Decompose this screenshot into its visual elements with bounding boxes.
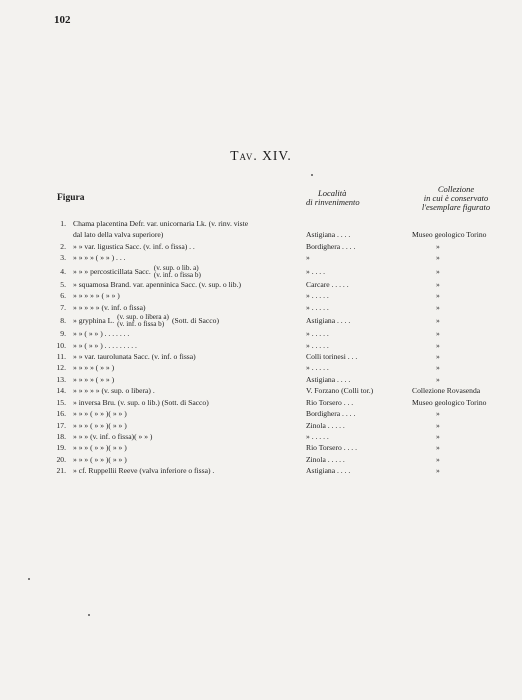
figure-number: 8.	[60, 316, 66, 326]
collection: »	[436, 351, 440, 361]
species-description	[73, 279, 241, 290]
figure-number: 4.	[60, 266, 66, 276]
figure-number: 7.	[60, 302, 66, 312]
locality: » . . . .	[306, 266, 325, 276]
table-row	[0, 340, 522, 351]
description-text: » » » » ( » » ) . . .	[73, 253, 126, 263]
species-description	[73, 328, 129, 339]
locality: Bordighera . . . .	[306, 241, 356, 251]
locality: » . . . . .	[306, 340, 329, 350]
figure-number: 19.	[56, 443, 66, 453]
species-description	[73, 313, 219, 329]
header-localita	[306, 189, 360, 207]
species-description	[73, 465, 214, 476]
table-row	[0, 465, 522, 476]
table-row	[0, 442, 522, 453]
collection: Museo geologico Torino	[412, 230, 487, 240]
description-text: » » » » » (v. inf. o fissa)	[73, 302, 146, 312]
collection: Collezione Rovasenda	[412, 386, 481, 396]
valve-lower: (v. inf. o fissa b)	[153, 271, 201, 279]
locality: » . . . . .	[306, 432, 329, 441]
species-description	[73, 374, 114, 385]
species-description	[73, 397, 209, 408]
description-text: » » var. taurolunata Sacc. (v. inf. o fissa)	[73, 351, 196, 361]
table-row	[0, 241, 522, 252]
page-number: 102	[54, 14, 71, 26]
figure-number: 13.	[56, 374, 66, 384]
species-description	[73, 362, 114, 373]
plate-title: Tav. XIV.	[230, 148, 292, 163]
description-text: » cf. Ruppellii Reeve (valva inferiore o fissa) .	[73, 466, 215, 476]
locality: » . . . . .	[306, 329, 329, 339]
species-description	[73, 351, 196, 362]
description-text: » » » ( » » )( » » )	[73, 454, 127, 464]
locality: Astigiana . . . .	[306, 316, 351, 326]
header-collezione-line1: Collezione	[437, 184, 475, 194]
valve-lower: (v. inf. o fissa b)	[117, 320, 165, 329]
description-text: » » » » ( » » )	[73, 363, 115, 373]
table-row	[0, 302, 522, 313]
figure-number: 9.	[60, 329, 66, 339]
collection: »	[436, 291, 440, 301]
species-description	[73, 218, 248, 229]
locality: Astigiana . . . .	[306, 466, 351, 476]
collection: »	[436, 454, 440, 464]
species-description	[73, 420, 127, 431]
table-row	[0, 264, 522, 279]
valve-stack	[117, 314, 169, 329]
description-text: » gryphina L.	[73, 316, 115, 326]
figure-table	[0, 218, 522, 477]
figure-number: 3.	[60, 253, 66, 263]
description-suffix: (Sott. di Sacco)	[171, 316, 219, 326]
table-row	[0, 374, 522, 385]
species-description	[73, 252, 126, 263]
table-row	[0, 431, 522, 442]
table-row	[0, 218, 522, 229]
description-text: » » » ( » » )( » » )	[73, 443, 127, 453]
header-collezione-line3: l'esemplare figurato	[421, 202, 491, 212]
table-row	[0, 385, 522, 396]
species-description	[73, 229, 163, 240]
locality: V. Forzano (Colli tor.)	[306, 386, 374, 396]
species-description	[73, 408, 127, 419]
collection: »	[436, 409, 440, 419]
locality: » . . . . .	[306, 302, 329, 312]
species-description	[73, 290, 120, 301]
locality: Bordighera . . . .	[306, 409, 356, 419]
valve-stack	[154, 265, 201, 280]
figure-number: 20.	[56, 454, 66, 464]
figure-number: 10.	[56, 340, 66, 350]
figure-number: 16.	[56, 409, 66, 419]
header-collezione	[412, 185, 500, 212]
figure-number: 5.	[60, 279, 66, 289]
description-text: » » » (v. inf. o fissa)( » » )	[73, 432, 153, 441]
description-text: » » » » » (v. sup. o libera) .	[73, 386, 155, 396]
description-text: » » ( » » ) . . . . . . . . .	[73, 340, 137, 350]
locality: Astigiana . . . .	[306, 230, 351, 240]
collection: »	[436, 316, 440, 326]
locality: Rio Torsero . . .	[306, 397, 354, 407]
table-row	[0, 397, 522, 408]
species-description	[73, 241, 195, 252]
table-row	[0, 290, 522, 301]
description-text: Chama placentina Defr. var. unicornaria Lk. (v. rinv. viste	[73, 219, 249, 228]
valve-upper: (v. sup. o libera a)	[117, 312, 169, 321]
header-collezione-line2: in cui è conservato	[423, 193, 489, 203]
description-text: » » » percosticillata Sacc.	[73, 266, 151, 276]
description-text: » » » ( » » )( » » )	[73, 409, 127, 419]
table-row	[0, 408, 522, 419]
species-description	[73, 264, 201, 280]
table-row	[0, 420, 522, 431]
description-text: dal lato della valva superiore)	[73, 230, 164, 240]
locality: »	[306, 253, 310, 263]
header-localita-line1: Località	[318, 188, 347, 198]
valve-upper: (v. sup. o lib. a)	[153, 263, 199, 272]
species-description	[73, 340, 137, 351]
species-description	[73, 431, 152, 442]
figure-number: 11.	[56, 351, 66, 361]
collection: »	[436, 302, 440, 312]
description-text: » » ( » » ) . . . . . . .	[73, 329, 130, 339]
table-row	[0, 362, 522, 373]
collection: »	[436, 329, 440, 339]
locality: Carcare . . . . .	[306, 279, 349, 289]
figure-number: 17.	[56, 420, 66, 430]
locality: Astigiana . . . .	[306, 374, 351, 384]
locality: Zinola . . . . .	[306, 420, 345, 430]
table-row	[0, 454, 522, 465]
figure-number: 6.	[60, 291, 66, 301]
table-row	[0, 328, 522, 339]
description-text: » inversa Bru. (v. sup. o lib.) (Sott. di Sacco)	[73, 397, 209, 407]
figure-number: 2.	[60, 241, 66, 251]
figure-number: 14.	[56, 386, 66, 396]
locality: » . . . . .	[306, 291, 329, 301]
figure-number: 21.	[56, 466, 66, 476]
table-row	[0, 229, 522, 240]
table-row	[0, 313, 522, 328]
collection: »	[436, 363, 440, 373]
collection: »	[436, 340, 440, 350]
collection: »	[436, 241, 440, 251]
collection: »	[436, 374, 440, 384]
table-row	[0, 351, 522, 362]
description-text: » » var. ligustica Sacc. (v. inf. o fissa) . .	[73, 241, 195, 251]
collection: »	[436, 432, 440, 441]
figure-number: 12.	[56, 363, 66, 373]
locality: Rio Torsero . . . .	[306, 443, 358, 453]
locality: Zinola . . . . .	[306, 454, 345, 464]
species-description	[73, 454, 127, 465]
figure-number: 1.	[60, 219, 66, 228]
locality: Colli torinesi . . .	[306, 351, 358, 361]
collection: »	[436, 420, 440, 430]
table-row	[0, 252, 522, 263]
collection: Museo geologico Torino	[412, 397, 487, 407]
header-localita-line2: di rinvenimento	[306, 197, 360, 207]
description-text: » » » » » ( » » )	[73, 291, 120, 301]
collection: »	[436, 253, 440, 263]
description-text: » » » ( » » )( » » )	[73, 420, 127, 430]
header-figura: Figura	[57, 193, 85, 203]
collection: »	[436, 443, 440, 453]
species-description	[73, 385, 155, 396]
table-row	[0, 279, 522, 290]
collection: »	[436, 279, 440, 289]
species-description	[73, 442, 127, 453]
description-text: » squamosa Brand. var. apenninica Sacc. (v. sup. o lib.)	[73, 279, 242, 289]
description-text: » » » » ( » » )	[73, 374, 115, 384]
locality: » . . . . .	[306, 363, 329, 373]
figure-number: 15.	[56, 397, 66, 407]
figure-number: 18.	[56, 432, 66, 441]
collection: »	[436, 266, 440, 276]
species-description	[73, 302, 145, 313]
collection: »	[436, 466, 440, 476]
